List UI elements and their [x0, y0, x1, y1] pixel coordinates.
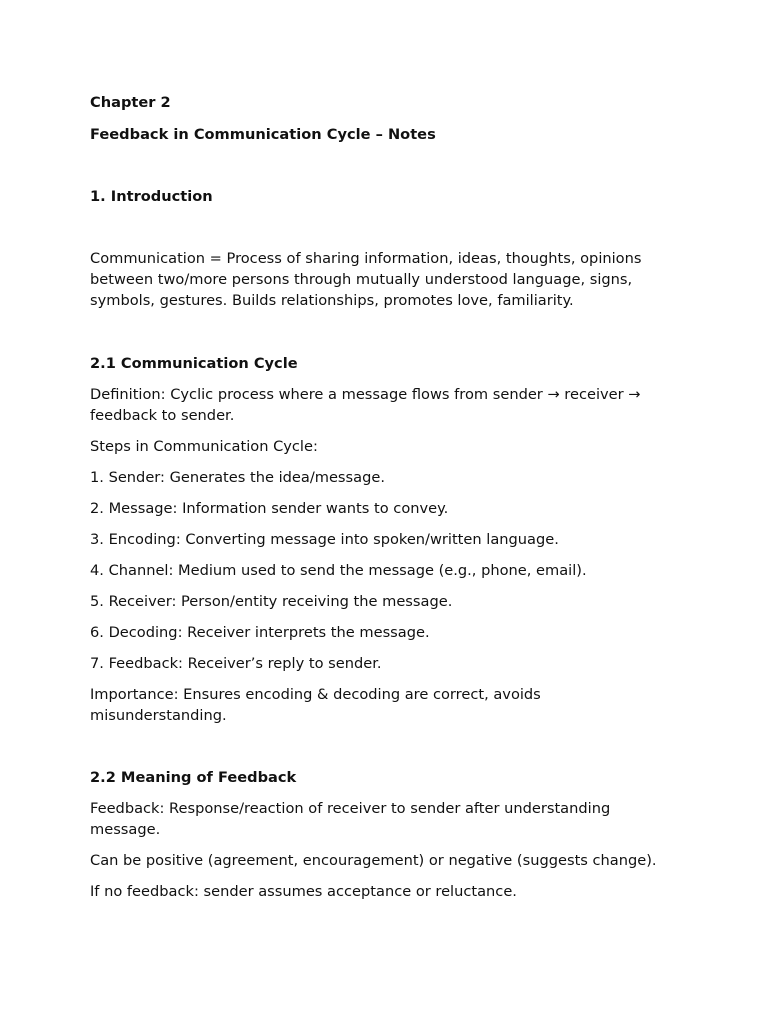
feedback-paragraph: If no feedback: sender assumes acceptance or reluctance.	[90, 883, 517, 900]
introduction-paragraph: Communication = Process of sharing information, ideas, thoughts, opinions between two/more persons through mutually understood language, signs, symbols, gestures. Builds relationships, promotes love, familiarity.	[90, 250, 642, 309]
cycle-step: 5. Receiver: Person/entity receiving the message.	[90, 593, 453, 610]
feedback-paragraph: Feedback: Response/reaction of receiver to sender after understanding message.	[90, 800, 611, 838]
chapter-label: Chapter 2	[90, 94, 171, 111]
section-heading-meaning-of-feedback: 2.2 Meaning of Feedback	[90, 769, 297, 786]
section-heading-introduction: 1. Introduction	[90, 188, 213, 205]
cycle-step: 3. Encoding: Converting message into spoken/written language.	[90, 531, 559, 548]
cycle-step: 2. Message: Information sender wants to convey.	[90, 500, 449, 517]
document-title: Feedback in Communication Cycle – Notes	[90, 126, 436, 143]
steps-label: Steps in Communication Cycle:	[90, 438, 318, 455]
feedback-paragraph: Can be positive (agreement, encouragement) or negative (suggests change).	[90, 852, 657, 869]
cycle-step: 6. Decoding: Receiver interprets the message.	[90, 624, 430, 641]
cycle-definition: Definition: Cyclic process where a message flows from sender → receiver → feedback to sender.	[90, 386, 641, 424]
cycle-step: 1. Sender: Generates the idea/message.	[90, 469, 385, 486]
cycle-step: 7. Feedback: Receiver’s reply to sender.	[90, 655, 382, 672]
section-heading-communication-cycle: 2.1 Communication Cycle	[90, 355, 298, 372]
cycle-step: 4. Channel: Medium used to send the message (e.g., phone, email).	[90, 562, 587, 579]
cycle-importance: Importance: Ensures encoding & decoding are correct, avoids misunderstanding.	[90, 686, 541, 724]
